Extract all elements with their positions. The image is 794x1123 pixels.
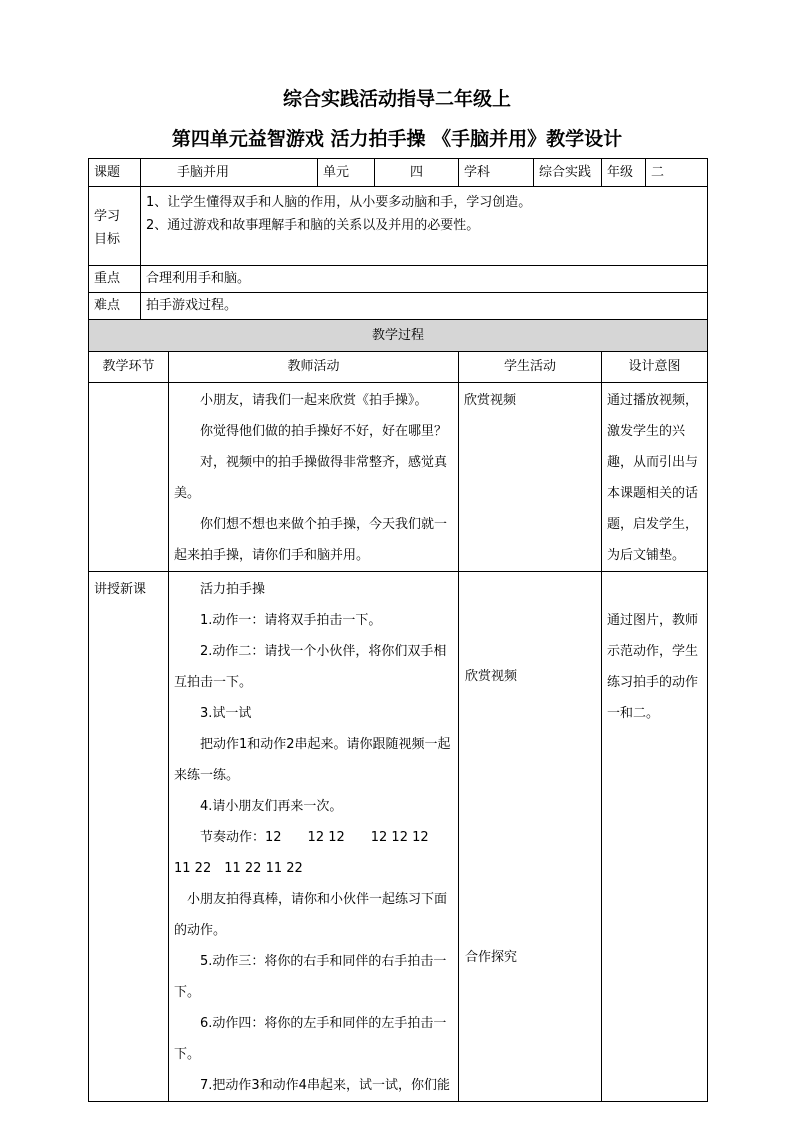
lesson-plan-table (88, 158, 708, 1102)
goal-item: 2、通过游戏和故事理解手和脑的关系以及并用的必要性。 (146, 218, 480, 233)
unit-value: 四 (375, 159, 459, 187)
process-row-new-lesson (89, 572, 708, 1102)
teacher-line: 6.动作四：将你的左手和同伴的左手拍击一下。 (174, 1016, 447, 1062)
topic-label: 课题 (89, 159, 141, 187)
teacher-line: 把动作1和动作2串起来。请你跟随视频一起来练一练。 (174, 737, 451, 783)
key-point-label: 重点 (89, 266, 141, 293)
teacher-line: 5.动作三：将你的右手和同伴的右手拍击一下。 (174, 954, 447, 1000)
goals-label (89, 187, 141, 266)
topic-value: 手脑并用 (141, 159, 318, 187)
teacher-line: 小朋友，请我们一起来欣赏《拍手操》。 (200, 393, 428, 408)
teacher-line: 对，视频中的拍手操做得非常整齐，感觉真美。 (174, 455, 448, 501)
stage-cell: 讲授新课 (89, 572, 169, 1102)
teacher-line: 你觉得他们做的拍手操好不好，好在哪里？ (200, 424, 448, 439)
teacher-line: 你们想不想也来做个拍手操，今天我们就一起来拍手操，请你们手和脑并用。 (174, 517, 448, 563)
teacher-line: 活力拍手操 (200, 582, 266, 597)
process-columns-row (89, 352, 708, 383)
teacher-line: 3.试一试 (200, 706, 252, 721)
unit-label: 单元 (318, 159, 375, 187)
key-point-row (89, 266, 708, 293)
teacher-line: 2.动作二：请找一个小伙伴，将你们双手相互拍击一下。 (174, 644, 447, 690)
subject-label: 学科 (459, 159, 534, 187)
grade-label: 年级 (602, 159, 646, 187)
student-activity (459, 572, 602, 1102)
goal-item: 1、让学生懂得双手和人脑的作用，从小要多动脑和手，学习创造。 (146, 195, 532, 210)
difficulty-label: 难点 (89, 293, 141, 320)
student-activity-2: 合作探究 (465, 950, 518, 965)
teacher-line: 节奏动作：12 12 12 12 12 12 11 22 11 22 11 22 (174, 830, 455, 876)
goals-content (141, 187, 708, 266)
difficulty-value: 拍手游戏过程。 (141, 293, 708, 320)
teacher-activity (169, 572, 459, 1102)
key-point-value: 合理利用手和脑。 (141, 266, 708, 293)
process-heading: 教学过程 (89, 320, 708, 352)
document-title: 综合实践活动指导二年级上 (282, 88, 511, 110)
col-student: 学生活动 (459, 352, 602, 383)
info-row (89, 159, 708, 187)
teacher-line: 4.请小朋友们再来一次。 (200, 799, 343, 814)
grade-value: 二 (646, 159, 708, 187)
col-stage: 教学环节 (89, 352, 169, 383)
goals-label-text: 学习目标 (94, 209, 121, 247)
difficulty-row (89, 293, 708, 320)
student-activity: 欣赏视频 (459, 383, 602, 572)
teacher-line: 7.把动作3和动作4串起来，试一试，你们能 (200, 1078, 450, 1093)
teacher-line: 小朋友拍得真棒，请你和小伙伴一起练习下面的动作。 (174, 892, 448, 938)
design-intent: 通过图片，教师示范动作，学生练习拍手的动作一和二。 (602, 572, 708, 1102)
goals-row (89, 187, 708, 266)
teacher-line: 1.动作一：请将双手拍击一下。 (200, 613, 382, 628)
design-intent: 通过播放视频，激发学生的兴趣，从而引出与本课题相关的话题，启发学生，为后文铺垫。 (602, 383, 708, 572)
col-teacher: 教师活动 (169, 352, 459, 383)
process-row-intro (89, 383, 708, 572)
col-intent: 设计意图 (602, 352, 708, 383)
subject-value: 综合实践 (534, 159, 602, 187)
document-subtitle: 第四单元益智游戏 活力拍手操 《手脑并用》教学设计 (171, 128, 623, 150)
student-activity-1: 欣赏视频 (465, 669, 518, 684)
teacher-activity (169, 383, 459, 572)
stage-cell (89, 383, 169, 572)
process-heading-row (89, 320, 708, 352)
